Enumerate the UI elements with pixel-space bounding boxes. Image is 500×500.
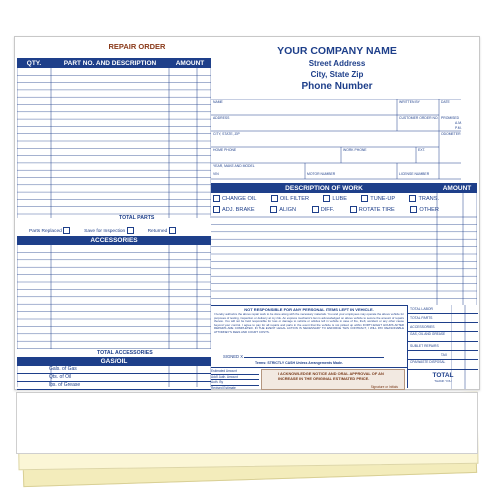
- work-title: DESCRIPTION OF WORK: [285, 184, 363, 192]
- city-state-zip: City, State Zip: [310, 70, 364, 79]
- align-option[interactable]: ALIGN: [270, 206, 296, 213]
- phone-number: Phone Number: [301, 81, 373, 92]
- work-header: [211, 183, 477, 193]
- parts-disposition-row: [29, 227, 209, 234]
- checkbox-icon: [63, 227, 70, 234]
- signature-initials-label: Signature or Initials: [370, 385, 398, 389]
- customer-grid-lines: [211, 99, 461, 181]
- license-number-field[interactable]: LICENSE NUMBER: [399, 172, 430, 176]
- address-field[interactable]: ADDRESS: [213, 116, 230, 120]
- parts-table-grid: [17, 68, 211, 223]
- totals-amount-lines: [451, 305, 477, 389]
- other-option[interactable]: OTHER: [410, 206, 439, 213]
- returned-option[interactable]: Returned: [148, 227, 178, 234]
- promised-field[interactable]: PROMISED: [441, 116, 460, 120]
- amount-column-header: AMOUNT: [175, 59, 205, 67]
- rotate-tire-option[interactable]: ROTATE TIRE: [350, 206, 395, 213]
- legal-headline: NOT RESPONSIBLE FOR ANY PERSONAL ITEMS LEFT IN VEHICLE.: [244, 307, 374, 312]
- ext-field[interactable]: EXT.: [418, 148, 426, 152]
- qty-column-header: QTY.: [26, 59, 42, 67]
- revised-estimate-field[interactable]: Revised Estimate: [211, 385, 236, 390]
- street-address: Street Address: [308, 59, 366, 68]
- acknowledgement-text: I ACKNOWLEDGE NOTICE AND ORAL APPROVAL OF AN INCREASE IN THE ORIGINAL ESTIMATED PRICE.: [278, 371, 384, 381]
- odometer-field[interactable]: ODOMETER: [441, 132, 461, 136]
- gas-oil-grease-row[interactable]: GAS, OIL AND GREASE: [408, 332, 478, 342]
- gas-row[interactable]: Gals. of Gas: [17, 366, 211, 374]
- gas-oil-grid: [17, 366, 211, 388]
- company-name: YOUR COMPANY NAME: [277, 45, 397, 57]
- work-lines-grid: [211, 193, 477, 305]
- customer-order-field[interactable]: CUSTOMER ORDER NO.: [399, 116, 439, 120]
- home-phone-field[interactable]: HOME PHONE: [213, 148, 237, 152]
- tune-up-option[interactable]: TUNE-UP: [361, 195, 395, 202]
- name-field[interactable]: NAME: [213, 100, 223, 104]
- checkbox-icon: [127, 227, 134, 234]
- lube-option[interactable]: LUBE: [323, 195, 347, 202]
- save-inspection-option[interactable]: Save for Inspection: [84, 227, 135, 234]
- repair-order-title: REPAIR ORDER: [108, 42, 166, 51]
- sublet-repairs-row[interactable]: SUBLET REPAIRS: [408, 342, 478, 351]
- vin-field[interactable]: VIN: [213, 172, 219, 176]
- city-state-zip-field[interactable]: CITY, STATE, ZIP: [213, 132, 240, 136]
- auth-by-field[interactable]: Auth. By: [211, 380, 259, 386]
- parts-replaced-option[interactable]: Parts Replaced: [29, 227, 72, 234]
- year-make-model-field[interactable]: YEAR, MAKE AND MODEL: [213, 164, 255, 168]
- accessories-label: ACCESSORIES: [90, 237, 138, 244]
- part-column-header: PART NO. AND DESCRIPTION: [63, 59, 157, 67]
- total-label: TOTAL: [432, 372, 454, 379]
- total-accessories-label: TOTAL ACCESSORIES: [97, 350, 153, 356]
- legal-body: I hereby authorize the above repair work to be done along with the necessary materials. You and your employees may operate the above vehicle for purposes of testing, inspection or delivery at my risk. An express mechanic's lien is acknowledged on above vehicle to secure the amount of repairs thereto. You will not be held responsible for loss or damage to vehicle or articles left in vehicle in case of fire, theft, accident or any other cause beyond your control. I agree to pay for all repairs and parts in the event that the vehicle is not picked up within FORTY-EIGHT HOURS AFTER REPAIRS ARE COMPLETED. IN THE EVENT LEGAL ACTION IS NECESSARY TO ENFORCE THIS CONTRACT, I WILL PAY REASONABLE ATTORNEY'S FEES AND COURT COSTS.: [214, 312, 404, 334]
- signed-label: SIGNED X: [223, 354, 244, 359]
- signature-line[interactable]: [223, 354, 398, 359]
- parts-table-header: [17, 58, 211, 68]
- pm-label: P.M.: [455, 126, 462, 130]
- tax-row[interactable]: TAX: [408, 351, 478, 360]
- oil-row[interactable]: Qts. of Oil: [17, 374, 211, 382]
- change-oil-option[interactable]: CHANGE OIL: [213, 195, 257, 202]
- trans-option[interactable]: TRANS.: [409, 195, 439, 202]
- estimate-rows: [211, 369, 259, 390]
- accessories-row[interactable]: ACCESSORIES: [408, 323, 478, 332]
- addl-auth-field[interactable]: Add'l Auth. Amount: [211, 375, 259, 381]
- checkbox-icon: [169, 227, 176, 234]
- estimate-block: [211, 367, 407, 389]
- grease-row[interactable]: lbs. of Grease: [17, 382, 211, 390]
- date-field[interactable]: DATE: [441, 100, 450, 104]
- acknowledgement-box: [261, 369, 405, 390]
- am-label: A.M.: [455, 121, 462, 125]
- accessories-grid: [17, 245, 211, 350]
- diff-option[interactable]: DIFF.: [312, 206, 334, 213]
- gas-oil-label: GAS/OIL: [100, 358, 128, 365]
- total-parts-row[interactable]: TOTAL PARTS: [408, 314, 478, 323]
- accessories-header: [17, 236, 211, 245]
- motor-number-field[interactable]: MOTOR NUMBER: [307, 172, 336, 176]
- terms-text: Terms: STRICTLY CASH Unless Arrangements Made.: [255, 361, 343, 365]
- customer-info-grid: [211, 99, 461, 181]
- work-phone-field[interactable]: WORK PHONE: [343, 148, 367, 152]
- written-by-field[interactable]: WRITTEN BY: [399, 100, 420, 104]
- work-amount-header: AMOUNT: [442, 184, 472, 192]
- oil-filter-option[interactable]: OIL FILTER: [271, 195, 309, 202]
- white-copy-sheet: [16, 392, 478, 454]
- total-labor-row[interactable]: TOTAL LABOR: [408, 305, 478, 314]
- thank-you-label: THANK YOU: [434, 379, 452, 383]
- estimated-amount-field[interactable]: Estimated Amount: [211, 369, 259, 375]
- legal-block: [211, 305, 407, 356]
- gas-oil-header: [17, 357, 211, 366]
- repair-order-form: [14, 36, 480, 390]
- adj-brake-option[interactable]: ADJ. BRAKE: [213, 206, 255, 213]
- waste-disposal-row[interactable]: CPA/WASTE DISPOSAL: [408, 360, 478, 370]
- total-parts-label: TOTAL PARTS: [119, 215, 155, 221]
